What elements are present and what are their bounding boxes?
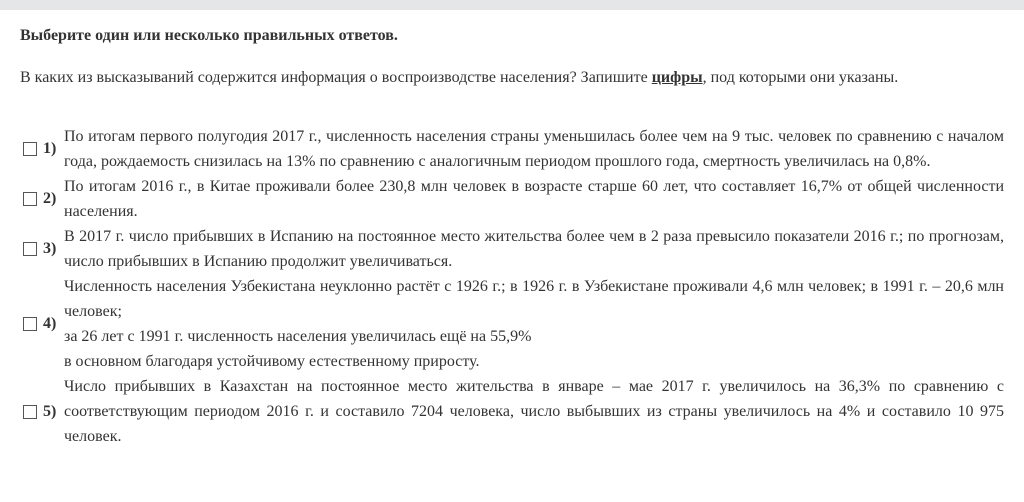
- option-5-text: Число прибывших в Казахстан на постоянное место жительства в январе – мае 2017 г. увеличилось на 36,3% по сравнению с соответствующим периодом 2016 г. и составило 7204 человека, число выбывших из страны увеличилось на 4% и составило 10 975 человек.: [64, 378, 1004, 445]
- option-4-line-3: в основном благодаря устойчивому естественному приросту.: [64, 353, 480, 370]
- option-5-number: 5): [43, 402, 57, 420]
- option-marker: [20, 240, 64, 258]
- option-marker: [20, 190, 64, 208]
- question-text: [20, 65, 1002, 90]
- option-4-line-1: Численность населения Узбекистана неуклонно растёт с 1926 г.; в 1926 г. в Узбекистане проживали 4,6 млн человек; в 1991 г. – 20,6 млн человек;: [64, 278, 1004, 320]
- option-3-number: 3): [43, 240, 57, 257]
- answer-option-3: [20, 224, 1004, 274]
- question-text-after: , под которыми они указаны.: [702, 69, 899, 86]
- option-4-number: 4): [43, 315, 57, 332]
- option-1-number: 1): [43, 140, 57, 157]
- answer-option-1: [20, 124, 1004, 174]
- option-marker: [20, 315, 64, 333]
- option-4-text: [64, 274, 1004, 374]
- answer-option-4: [20, 274, 1004, 374]
- answer-option-5: [20, 374, 1004, 449]
- option-1-checkbox[interactable]: [23, 142, 37, 156]
- option-3-text: В 2017 г. число прибывших в Испанию на постоянное место жительства более чем в 2 раза превысило показатели 2016 г.; по прогнозам, число прибывших в Испанию продолжит увеличиваться.: [64, 228, 1004, 270]
- option-2-number: 2): [43, 190, 57, 207]
- question-emphasis: цифры: [651, 69, 703, 86]
- option-1-text: По итогам первого полугодия 2017 г., численность населения страны уменьшилась более чем на 9 тыс. человек по сравнению с началом года, рождаемость снизилась на 13% по сравнению с аналогичным периодом прошлого года, смертность увеличилась на 0,8%.: [64, 128, 1004, 170]
- option-4-line-2: за 26 лет с 1991 г. численность населения увеличилась ещё на 55,9%: [64, 328, 532, 345]
- option-marker: [20, 403, 64, 421]
- option-2-text: По итогам 2016 г., в Китае проживали более 230,8 млн человек в возрасте старше 60 лет, что составляет 16,7% от общей численности населения.: [64, 178, 1004, 220]
- question-text-before: В каких из высказываний содержится информация о воспроизводстве населения? Запишите: [20, 69, 652, 86]
- instruction-heading: Выберите один или несколько правильных ответов.: [20, 27, 398, 44]
- option-5-checkbox[interactable]: [23, 405, 37, 419]
- top-bar: [0, 0, 1024, 10]
- option-2-checkbox[interactable]: [23, 192, 37, 206]
- option-4-checkbox[interactable]: [23, 317, 37, 331]
- answer-option-2: [20, 174, 1004, 224]
- option-marker: [20, 140, 64, 158]
- option-3-checkbox[interactable]: [23, 242, 37, 256]
- answer-options: [20, 124, 1004, 449]
